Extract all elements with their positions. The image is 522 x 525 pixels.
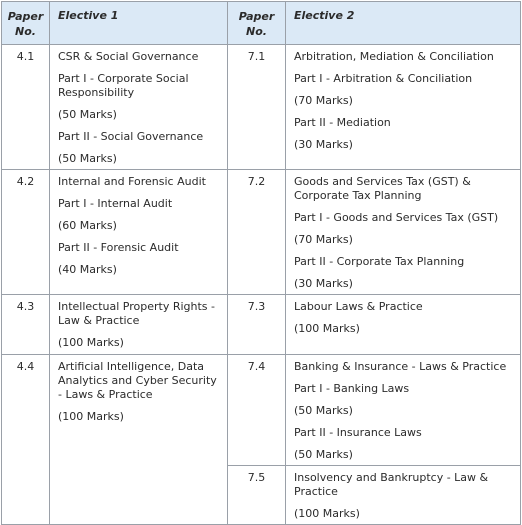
paper-number: 4.4 (2, 355, 50, 525)
elective-subject (286, 295, 521, 355)
subject-line: (50 Marks) (58, 152, 117, 165)
subject-line: (40 Marks) (58, 263, 117, 276)
elective-subject (50, 295, 228, 355)
header-row (2, 2, 521, 45)
subject-line: (100 Marks) (294, 322, 360, 335)
subject-line: Part II - Corporate Tax Planning (294, 255, 465, 268)
subject-line: (100 Marks) (58, 410, 124, 423)
paper-number: 7.3 (228, 295, 286, 355)
subject-line: Labour Laws & Practice (294, 300, 423, 313)
subject-line: Intellectual Property Rights - Law & Practice (58, 300, 216, 327)
table-body (2, 45, 521, 525)
table-row (2, 45, 521, 170)
subject-line: (60 Marks) (58, 219, 117, 232)
header-no-label: No. (246, 25, 267, 38)
table-row (2, 295, 521, 355)
subject-line: Part I - Goods and Services Tax (GST) (294, 211, 499, 224)
subject-line: Part I - Internal Audit (58, 197, 173, 210)
paper-number: 7.1 (228, 45, 286, 170)
subject-line: Internal and Forensic Audit (58, 175, 206, 188)
paper-number: 4.1 (2, 45, 50, 170)
paper-number: 4.2 (2, 170, 50, 295)
header-elective-2: Elective 2 (286, 2, 521, 45)
elective-subject (50, 355, 228, 525)
elective-subject (286, 45, 521, 170)
subject-line: Part I - Arbitration & Conciliation (294, 72, 473, 85)
header-paper-label: Paper (7, 10, 44, 23)
paper-number: 4.3 (2, 295, 50, 355)
subject-line: Part II - Insurance Laws (294, 426, 422, 439)
subject-line: (50 Marks) (294, 448, 353, 461)
paper-number: 7.2 (228, 170, 286, 295)
elective-subject (286, 466, 521, 525)
subject-line: Goods and Services Tax (GST) & Corporate Tax Planning (294, 175, 471, 202)
subject-line: Part I - Banking Laws (294, 382, 410, 395)
subject-line: Part II - Mediation (294, 116, 391, 129)
subject-line: (100 Marks) (294, 507, 360, 520)
header-no-label: No. (15, 25, 36, 38)
subject-line: (70 Marks) (294, 233, 353, 246)
elective-subject (50, 45, 228, 170)
header-paper-no-2 (228, 2, 286, 45)
subject-line: (70 Marks) (294, 94, 353, 107)
subject-line: Artificial Intelligence, Data Analytics and Cyber Security - Laws & Practice (58, 360, 217, 401)
subject-line: (30 Marks) (294, 277, 353, 290)
electives-table (1, 1, 521, 525)
elective-subject (50, 170, 228, 295)
paper-number: 7.4 (228, 355, 286, 466)
elective-subject (286, 170, 521, 295)
subject-line: (100 Marks) (58, 336, 124, 349)
subject-line: (50 Marks) (294, 404, 353, 417)
subject-line: (50 Marks) (58, 108, 117, 121)
subject-line: Part I - Corporate Social Responsibility (58, 72, 189, 99)
table-row (2, 355, 521, 466)
subject-line: Arbitration, Mediation & Conciliation (294, 50, 494, 63)
elective-subject (286, 355, 521, 466)
subject-line: Part II - Social Governance (58, 130, 204, 143)
header-paper-no-1 (2, 2, 50, 45)
subject-line: (30 Marks) (294, 138, 353, 151)
paper-number: 7.5 (228, 466, 286, 525)
subject-line: Part II - Forensic Audit (58, 241, 179, 254)
subject-line: Banking & Insurance - Laws & Practice (294, 360, 507, 373)
table-row (2, 170, 521, 295)
subject-line: CSR & Social Governance (58, 50, 199, 63)
subject-line: Insolvency and Bankruptcy - Law & Practice (294, 471, 489, 498)
header-paper-label: Paper (238, 10, 275, 23)
header-elective-1: Elective 1 (50, 2, 228, 45)
